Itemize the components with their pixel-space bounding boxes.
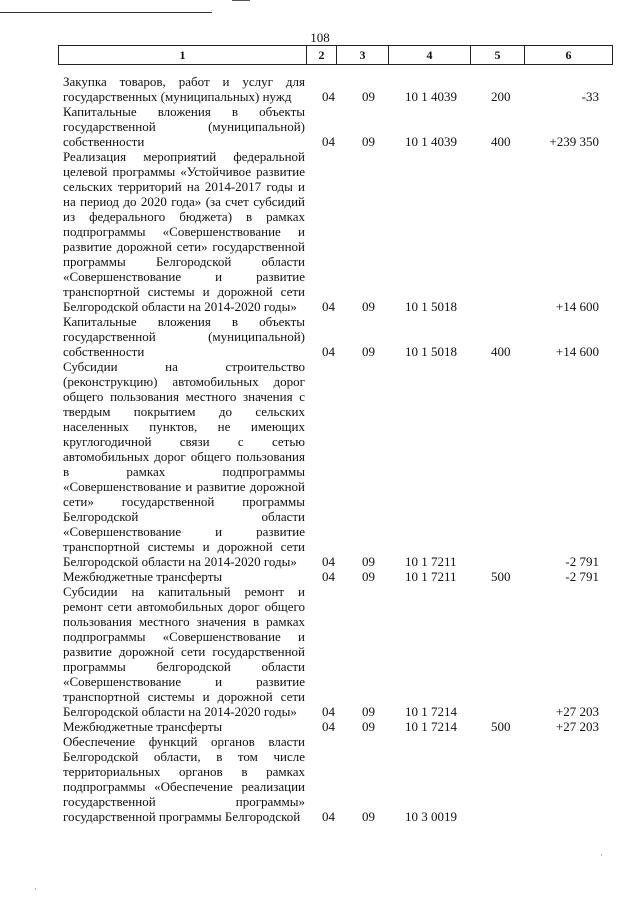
row-text: Межбюджетные трансферты [63, 719, 223, 734]
cell-subsection: 09 [362, 569, 375, 584]
cell-amount: +27 203 [555, 704, 599, 719]
cell-section: 04 [322, 554, 335, 569]
cell-expense-type: 500 [491, 719, 511, 734]
cell-subsection: 09 [362, 719, 375, 734]
cell-subsection: 09 [362, 134, 375, 149]
header-col-3: 3 [337, 46, 389, 64]
cell-amount: +27 203 [555, 719, 599, 734]
cell-amount: +14 600 [555, 344, 599, 359]
cell-subsection: 09 [362, 809, 375, 824]
page-number: 108 [310, 30, 330, 45]
cell-expense-type: 200 [491, 89, 511, 104]
cell-target-code: 10 1 7211 [405, 569, 457, 584]
cell-target-code: 10 1 5018 [405, 299, 457, 314]
scan-speck: · [600, 850, 603, 860]
header-col-2: 2 [307, 46, 337, 64]
row-text: Капитальные вложения в объекты государственной (муниципальной) собственности [63, 104, 305, 149]
cell-target-code: 10 1 7214 [405, 704, 457, 719]
cell-amount: +14 600 [555, 299, 599, 314]
cell-subsection: 09 [362, 704, 375, 719]
row-text: Субсидии на строительство (реконструкцию) автомобильных дорог общего пользования местного значения с твердым покрытием до сельских населенных пунктов, не имеющих круглогодичной связи с сетью автомобильных дорог общего пользования в рамках подпрограммы «Совершенствование и развитие дорожной сети» государственной программы Белгородской области «Совершенствование и развитие транспортной системы и дорожной сети Белгородской области на 2014-2020 годы» [63, 359, 305, 569]
cell-subsection: 09 [362, 344, 375, 359]
cell-section: 04 [322, 719, 335, 734]
header-col-6: 6 [565, 48, 572, 62]
row-text: Обеспечение функций органов власти Белгородской области, в том числе территориальных органов в рамках подпрограммы «Обеспечение реализации государственной программы» государственной программы Белгородской [63, 734, 305, 824]
cell-section: 04 [322, 89, 335, 104]
cell-target-code: 10 1 4039 [405, 134, 457, 149]
header-col-4: 4 [389, 46, 471, 64]
row-text: Субсидии на капитальный ремонт и ремонт сети автомобильных дорог общего пользования местного значения в рамках подпрограммы «Совершенствование и развитие дорожной сети государственной программы белгородской области «Совершенствование и развитие транспортной системы и дорожной сети Белгородской области на 2014-2020 годы» [63, 584, 305, 719]
cell-expense-type: 400 [491, 134, 511, 149]
row-text: Капитальные вложения в объекты государственной (муниципальной) собственности [63, 314, 305, 359]
cell-subsection: 09 [362, 299, 375, 314]
header-col-1: 1 [59, 46, 307, 64]
cell-section: 04 [322, 344, 335, 359]
cell-target-code: 10 1 4039 [405, 89, 457, 104]
cell-amount: +239 350 [549, 134, 599, 149]
cell-target-code: 10 1 7214 [405, 719, 457, 734]
row-text: Межбюджетные трансферты [63, 569, 223, 584]
cell-section: 04 [322, 134, 335, 149]
row-text: Реализация мероприятий федеральной целевой программы «Устойчивое развитие сельских территорий на 2014-2017 годы и на период до 2020 года» (за счет субсидий из федерального бюджета) в рамках подпрограммы «Совершенствование и развитие дорожной сети» государственной программы Белгородской области «Совершенствование и развитие транспортной системы и дорожной сети Белгородской области на 2014-2020 годы» [63, 149, 305, 314]
cell-expense-type: 500 [491, 569, 511, 584]
cell-amount: -33 [581, 89, 599, 104]
cell-amount: -2 791 [565, 569, 599, 584]
cell-expense-type: 400 [491, 344, 511, 359]
header-col-5: 5 [471, 46, 525, 64]
cell-target-code: 10 1 5018 [405, 344, 457, 359]
cell-section: 04 [322, 299, 335, 314]
cell-subsection: 09 [362, 89, 375, 104]
cell-section: 04 [322, 809, 335, 824]
cell-target-code: 10 1 7211 [405, 554, 457, 569]
cell-subsection: 09 [362, 554, 375, 569]
cell-section: 04 [322, 569, 335, 584]
cell-section: 04 [322, 704, 335, 719]
scan-speck: · [34, 884, 37, 894]
cell-amount: -2 791 [565, 554, 599, 569]
row-text: Закупка товаров, работ и услуг для государственных (муниципальных) нужд [63, 74, 305, 104]
cell-target-code: 10 3 0019 [405, 809, 457, 824]
